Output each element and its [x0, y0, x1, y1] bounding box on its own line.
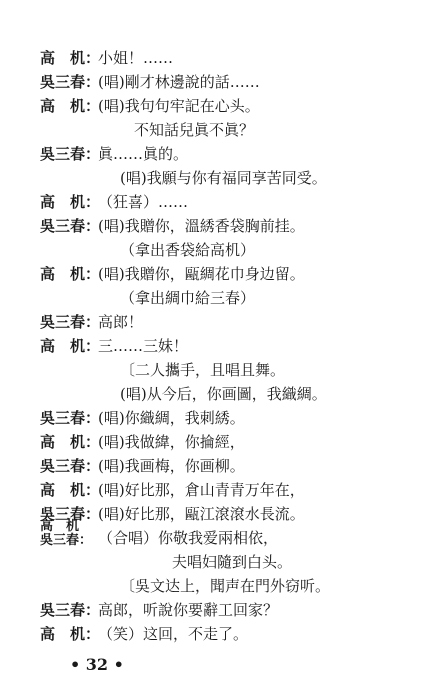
speech-text: (唱)好比那，倉山青青万年在， — [98, 481, 305, 499]
speech-text: 小姐！…… — [98, 49, 174, 67]
stage-direction-text: 〔二人攜手，且唱且舞。 — [120, 361, 286, 379]
speech-text: 三……三妹！ — [98, 337, 189, 355]
speaker-name: 高 机： — [40, 49, 101, 67]
speaker-name: 高 机： — [40, 433, 101, 451]
dialogue-line — [0, 519, 447, 550]
speaker-name: 吳三春： — [40, 533, 93, 548]
speaker-name: 高 机： — [40, 97, 101, 115]
stage-direction — [0, 238, 447, 262]
stage-direction-text: 〔吳文达上，聞声在門外窃听。 — [120, 577, 331, 595]
speech-text: 高郎，听說你要辭工回家？ — [98, 601, 279, 619]
speech-text: (唱)我句句牢記在心头。 — [98, 97, 260, 115]
speaker-name: 高 机： — [40, 193, 101, 211]
dialogue-line — [0, 214, 447, 238]
speaker-name: 高 机： — [40, 481, 101, 499]
continuation-line — [0, 166, 447, 190]
speaker-name: 高 机： — [40, 625, 101, 643]
speech-text: （笑）这回，不走了。 — [98, 625, 249, 643]
speech-text: (唱)我願与你有福同享苦同受。 — [120, 169, 327, 187]
speech-text: （合唱）你敬我爱兩相依， — [98, 529, 279, 547]
dialogue-line — [0, 142, 447, 166]
speaker-name: 吳三春： — [40, 217, 101, 235]
speech-text: (唱)我画梅，你画柳。 — [98, 457, 245, 475]
speaker-name: 吳三春： — [40, 313, 101, 331]
dialogue-line — [0, 310, 447, 334]
dialogue-line — [0, 46, 447, 70]
stage-direction-text: （拿出綢巾給三春） — [120, 289, 256, 307]
speaker-name: 高 机： — [40, 265, 101, 283]
stage-direction — [0, 358, 447, 382]
page-number: • 32 • — [70, 655, 124, 674]
speaker-name: 吳三春： — [40, 145, 101, 163]
speaker-name: 吳三春： — [40, 601, 101, 619]
speaker-group — [40, 520, 96, 548]
dialogue-line — [0, 598, 447, 622]
dialogue-line — [0, 406, 447, 430]
speaker-name: 高 机： — [40, 337, 101, 355]
speech-text: (唱)从今后，你画圖，我織綢。 — [120, 385, 327, 403]
speech-text: (唱)我贈你，溫綉香袋胸前挂。 — [98, 217, 305, 235]
dialogue-line — [0, 454, 447, 478]
speaker-name: 高 机 — [40, 519, 80, 534]
dialogue-line — [0, 430, 447, 454]
speaker-name: 吳三春： — [40, 409, 101, 427]
speech-text: （狂喜）…… — [98, 193, 189, 211]
speech-text: (唱)你織綢，我刺綉。 — [98, 409, 245, 427]
dialogue-line — [0, 262, 447, 286]
speech-text: 高郎！ — [98, 313, 144, 331]
speech-text: 眞……眞的。 — [98, 145, 189, 163]
speech-text: 不知話兒眞不眞？ — [134, 121, 255, 139]
stage-direction-text: （拿出香袋給高机） — [120, 241, 256, 259]
dialogue-line — [0, 334, 447, 358]
speaker-name: 吳三春： — [40, 457, 101, 475]
dialogue-line — [0, 94, 447, 118]
speaker-name: 吳三春： — [40, 505, 101, 523]
speech-text: (唱)好比那，甌江滾滾水長流。 — [98, 505, 305, 523]
dialogue-line — [0, 70, 447, 94]
speech-text: (唱)剛才林邊說的話…… — [98, 73, 260, 91]
speech-text: (唱)我做緯，你掄經， — [98, 433, 245, 451]
speaker-name: 吳三春： — [40, 73, 101, 91]
stage-direction — [0, 574, 447, 598]
dialogue-line — [0, 190, 447, 214]
dialogue-line — [0, 622, 447, 646]
continuation-line — [0, 382, 447, 406]
dialogue-line — [0, 478, 447, 502]
stage-direction — [0, 286, 447, 310]
speech-text: 夫唱妇隨到白头。 — [172, 553, 293, 571]
continuation-line — [0, 118, 447, 142]
speech-text: (唱)我贈你，甌綢花巾身边留。 — [98, 265, 305, 283]
continuation-line — [0, 550, 447, 574]
